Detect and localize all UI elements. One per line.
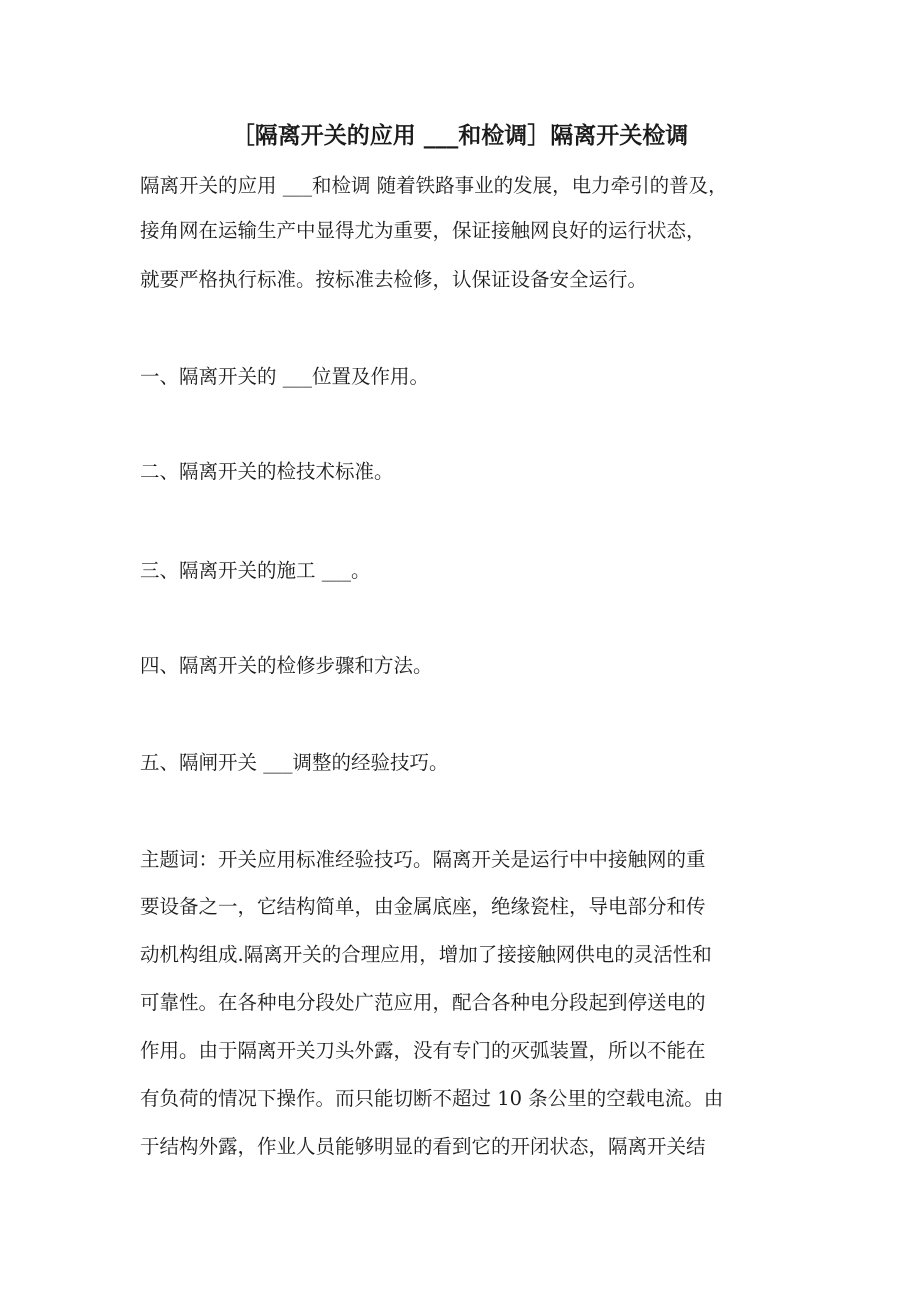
section-heading: 一、隔离开关的 ___位置及作用。 [140, 365, 429, 388]
body-line: 可靠性。在各种电分段处广范应用，配合各种电分段起到停送电的 [140, 991, 706, 1014]
intro-line: 隔离开关的应用 ___和检调 随着铁路事业的发展，电力牵引的普及， [140, 174, 728, 197]
body-line: 于结构外露，作业人员能够明显的看到它的开闭状态，隔离开关结 [140, 1135, 706, 1158]
body-line: 要设备之一，它结构简单，由金属底座，绝缘瓷柱，导电部分和传 [140, 895, 706, 918]
section-heading: 三、隔离开关的施工 ___。 [140, 559, 371, 582]
section-heading: 二、隔离开关的检技术标准。 [140, 460, 394, 483]
body-line: 主题词：开关应用标准经验技巧。隔离开关是运行中中接触网的重 [140, 848, 706, 871]
section-heading: 五、隔闸开关 ___调整的经验技巧。 [140, 751, 449, 774]
intro-line: 就要严格执行标准。按标准去检修，认保证设备安全运行。 [140, 268, 648, 291]
document-title: ［隔离开关的应用 ___和检调］隔离开关检调 [231, 122, 689, 149]
body-line: 有负荷的情况下操作。而只能切断不超过 10 条公里的空载电流。由 [140, 1087, 724, 1110]
body-line: 动机构组成.隔离开关的合理应用，增加了接接触网供电的灵活性和 [140, 943, 712, 966]
intro-line: 接角网在运输生产中显得尤为重要，保证接触网良好的运行状态， [140, 219, 706, 242]
body-line: 作用。由于隔离开关刀头外露，没有专门的灭弧装置，所以不能在 [140, 1039, 706, 1062]
section-heading: 四、隔离开关的检修步骤和方法。 [140, 654, 433, 677]
